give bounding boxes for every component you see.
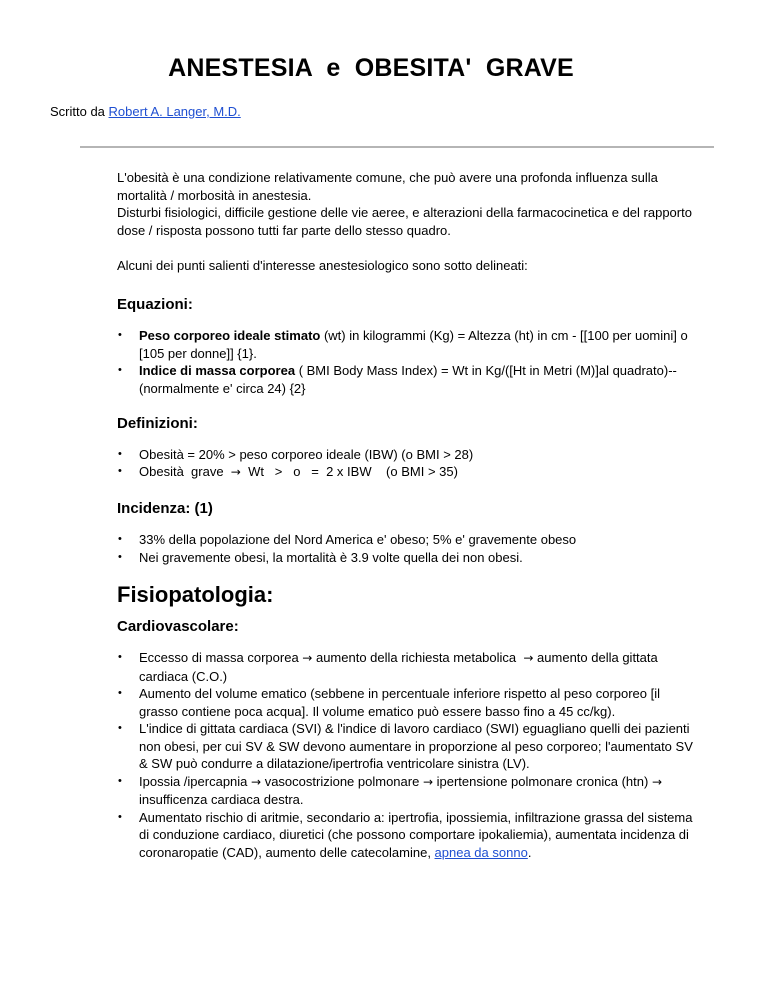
arrow-right-icon: →	[651, 774, 663, 789]
list-item: • Obesità = 20% > peso corporeo ideale (IBW) (o BMI > 28)	[139, 446, 697, 464]
heading-incidenza: Incidenza: (1)	[117, 499, 213, 517]
heading-fisiopatologia: Fisiopatologia:	[117, 582, 274, 607]
intro-paragraph-1: L'obesità è una condizione relativamente comune, che può avere una profonda influenza sulla mortalità / morbosità in anestesia.	[117, 170, 658, 203]
heading-equazioni: Equazioni:	[117, 295, 193, 313]
list-item: • L'indice di gittata cardiaca (SVI) & l'indice di lavoro cardiaco (SWI) eguagliano quelli dei pazienti non obesi, per cui SV & SW devono aumentare in proporzione al peso corporeo; l'aumentato SV & SW può condurre a dilatazione/ipertrofia ventricolare sinistra (LV).	[139, 720, 697, 773]
arrow-right-icon: →	[302, 651, 313, 665]
list-item: • Obesità grave → Wt > o = 2 x IBW (o BMI > 35)	[139, 463, 697, 482]
list-item: • Nei gravemente obesi, la mortalità è 3.9 volte quella dei non obesi.	[139, 549, 697, 567]
list-item: • Ipossia /ipercapnia → vasocostrizione polmonare → ipertensione polmonare cronica (htn) → insufficenza cardiaca destra.	[139, 773, 697, 809]
page-title: ANESTESIA e OBESITA' GRAVE	[168, 54, 574, 82]
list-item: • Eccesso di massa corporea → aumento della richiesta metabolica → aumento della gittata cardiaca (C.O.)	[139, 649, 697, 685]
apnea-link[interactable]: apnea da sonno	[434, 844, 528, 860]
incidenza-list	[117, 531, 697, 566]
arrow-right-icon: →	[230, 465, 241, 479]
list-item: • Indice di massa corporea ( BMI Body Mass Index) = Wt in Kg/([Ht in Metri (M)]al quadrato)--(normalmente e' circa 24) {2}	[139, 362, 697, 397]
heading-cardiovascolare: Cardiovascolare:	[117, 617, 239, 635]
list-item: • Peso corporeo ideale stimato (wt) in kilogrammi (Kg) = Altezza (ht) in cm - [[100 per uomini] o [105 per donne]] {1}.	[139, 327, 697, 362]
arrow-right-icon: →	[523, 651, 534, 665]
equazioni-list	[117, 327, 697, 397]
arrow-right-icon: →	[251, 774, 262, 789]
intro-paragraph-3: Alcuni dei punti salienti d'interesse anestesiologico sono sotto delineati:	[117, 258, 528, 273]
cardiovascolare-list	[117, 649, 697, 861]
intro-paragraph-2: Disturbi fisiologici, difficile gestione delle vie aeree, e alterazioni della farmacocinetica e del rapporto dose / risposta possono tutti far parte dello stesso quadro.	[117, 205, 692, 238]
byline	[50, 104, 241, 119]
list-item: • Aumentato rischio di aritmie, secondario a: ipertrofia, ipossiemia, infiltrazione grassa del sistema di conduzione cardiaco, diuretici (che possono comportare ipokaliemia), aumentata incidenza di coronaropatie (CAD), aumento delle catecolamine, apnea da sonno.	[139, 809, 697, 862]
definizioni-list	[117, 446, 697, 482]
heading-definizioni: Definizioni:	[117, 415, 198, 432]
author-link[interactable]: Robert A. Langer, M.D.	[108, 104, 241, 119]
list-item: • 33% della popolazione del Nord America e' obeso; 5% e' gravemente obeso	[139, 531, 697, 549]
horizontal-divider	[80, 146, 714, 148]
article-body	[117, 169, 697, 861]
list-item: • Aumento del volume ematico (sebbene in percentuale inferiore rispetto al peso corporeo [il grasso contiene poca acqua]. Il volume ematico può essere basso fino a 45 cc/kg).	[139, 685, 697, 720]
byline-prefix: Scritto da	[50, 104, 109, 119]
arrow-right-icon: →	[422, 774, 433, 789]
